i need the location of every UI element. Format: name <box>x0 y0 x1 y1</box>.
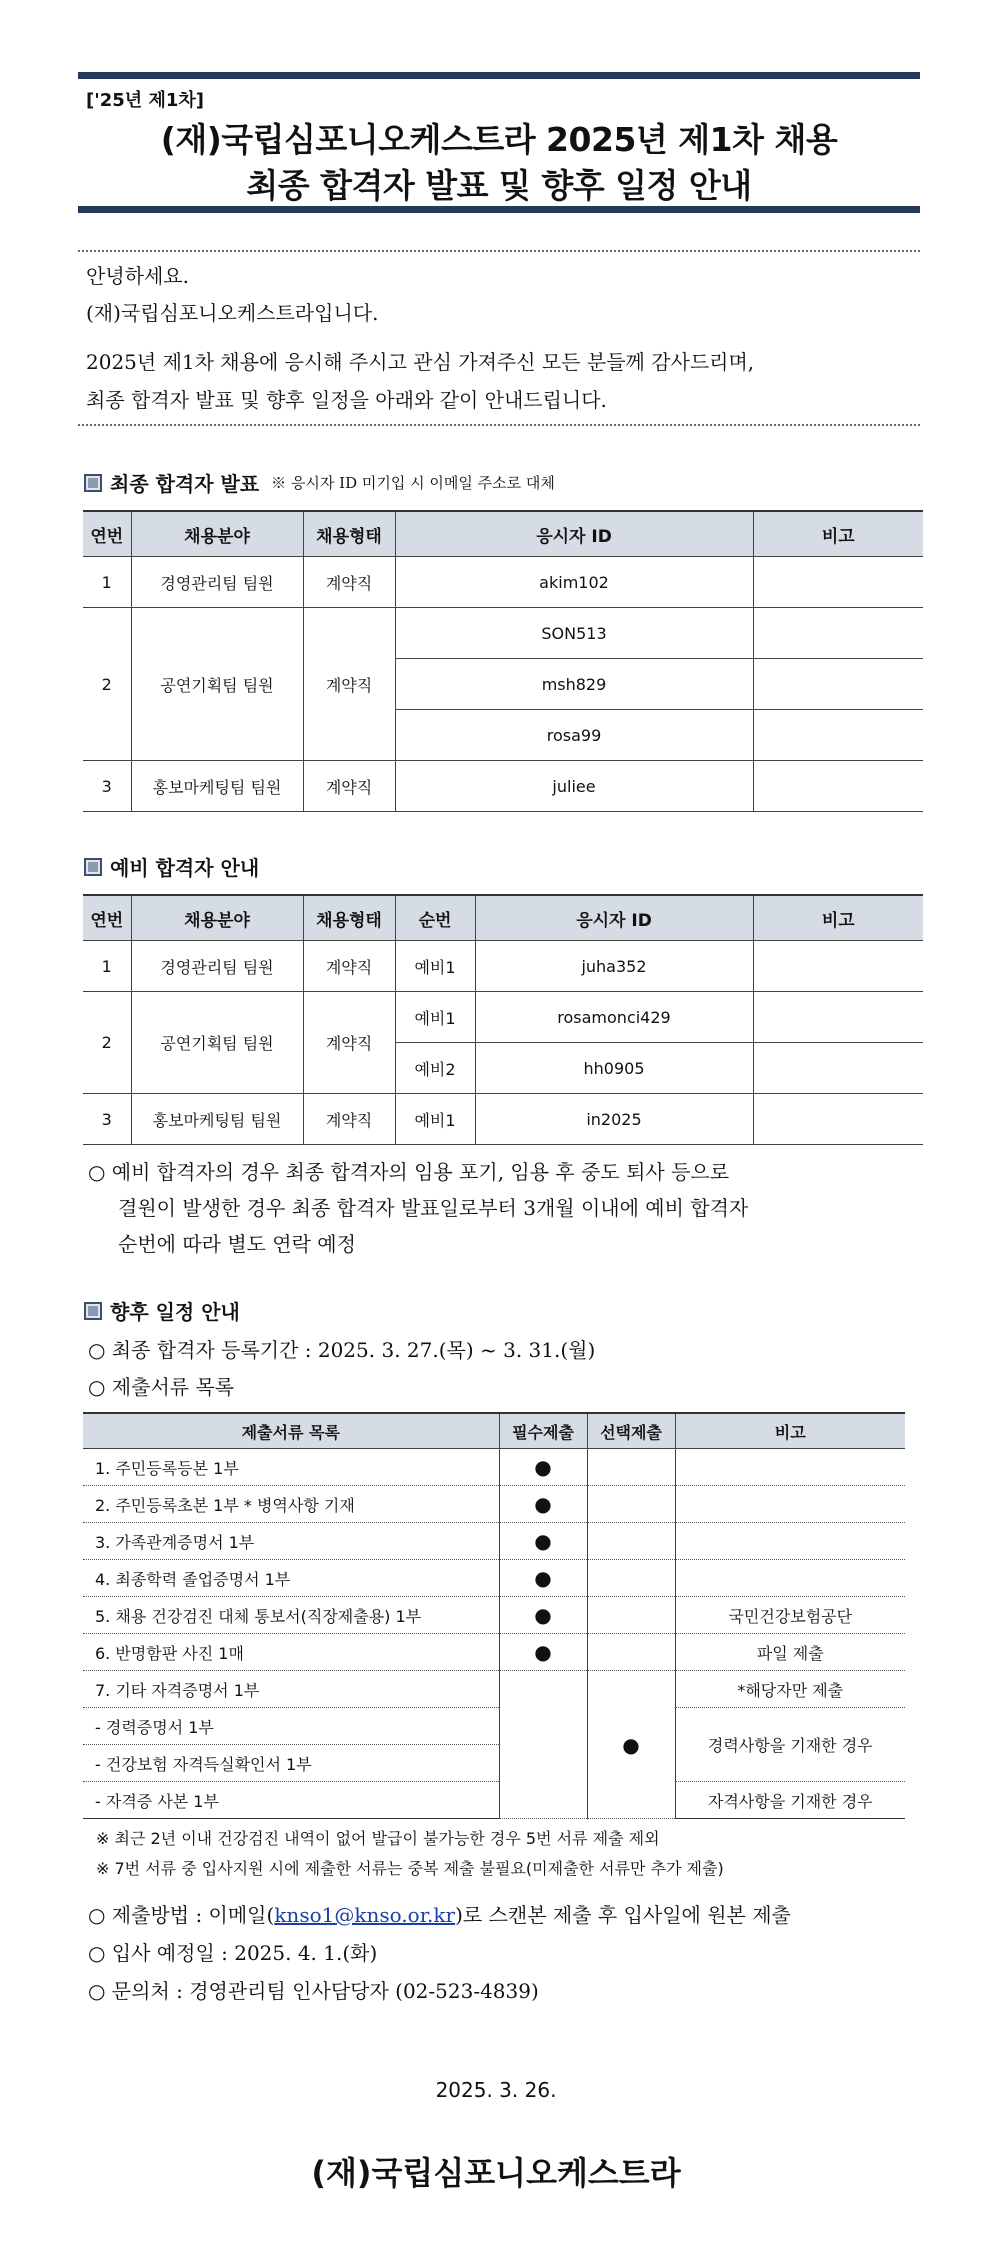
row-type: 계약직 <box>303 992 395 1094</box>
document-remark <box>675 1523 905 1560</box>
method-suffix: )로 스캔본 제출 후 입사일에 원본 제출 <box>455 1903 791 1927</box>
optional-mark: ● <box>587 1671 675 1819</box>
row-applicant-id: rosamonci429 <box>475 992 753 1043</box>
row-applicant-id: in2025 <box>475 1094 753 1145</box>
row-no: 2 <box>83 608 131 761</box>
col-document: 제출서류 목록 <box>83 1413 499 1449</box>
contact-info: ○ 문의처 : 경영관리팀 인사담당자 (02-523-4839) <box>88 1979 539 2003</box>
col-applicant-id: 응시자 ID <box>475 895 753 941</box>
row-no: 1 <box>83 941 131 992</box>
section-square-icon <box>84 858 102 876</box>
required-mark: ● <box>499 1523 587 1560</box>
submission-method <box>88 1899 791 1928</box>
col-type: 채용형태 <box>303 895 395 941</box>
organization-name: (재)국립심포니오케스트라 <box>311 2154 681 2192</box>
table-row <box>83 941 923 992</box>
row-remark <box>753 557 923 608</box>
row-field: 공연기획팀 팀원 <box>131 608 303 761</box>
title-line-1: (재)국립심포니오케스트라 2025년 제1차 채용 <box>160 120 838 159</box>
row-field: 홍보마케팅팀 팀원 <box>131 1094 303 1145</box>
reserve-note-line-2: 결원이 발생한 경우 최종 합격자 발표일로부터 3개월 이내에 예비 합격자 <box>118 1196 749 1220</box>
intro-bottom-divider <box>78 424 920 426</box>
col-no: 연번 <box>83 895 131 941</box>
registration-period: ○ 최종 합격자 등록기간 : 2025. 3. 27.(목) ~ 3. 31.(월) <box>88 1338 596 1362</box>
document-name: 3. 가족관계증명서 1부 <box>83 1523 499 1560</box>
table-row <box>83 1634 905 1671</box>
col-field: 채용분야 <box>131 511 303 557</box>
row-order: 예비2 <box>395 1043 475 1094</box>
section-square-icon <box>84 474 102 492</box>
row-field: 경영관리팀 팀원 <box>131 941 303 992</box>
documents-note-1: ※ 최근 2년 이내 건강검진 내역이 없어 발급이 불가능한 경우 5번 서류 제출 제외 <box>96 1829 660 1848</box>
col-type: 채용형태 <box>303 511 395 557</box>
table-row <box>83 1449 905 1486</box>
title-line-2: 최종 합격자 발표 및 향후 일정 안내 <box>246 166 752 205</box>
table-row <box>83 608 923 659</box>
row-remark <box>753 659 923 710</box>
document-name: 7. 기타 자격증명서 1부 <box>83 1671 499 1708</box>
table-row <box>83 992 923 1043</box>
final-heading-note: ※ 응시자 ID 미기입 시 이메일 주소로 대체 <box>271 474 555 492</box>
document-name: 6. 반명함판 사진 1매 <box>83 1634 499 1671</box>
col-required: 필수제출 <box>499 1413 587 1449</box>
required-mark: ● <box>499 1449 587 1486</box>
row-remark <box>753 710 923 761</box>
table-row <box>83 1782 905 1819</box>
row-remark <box>753 992 923 1043</box>
document-name: 4. 최종학력 졸업증명서 1부 <box>83 1560 499 1597</box>
row-type: 계약직 <box>303 1094 395 1145</box>
document-remark: 국민건강보험공단 <box>675 1597 905 1634</box>
method-prefix: ○ 제출방법 : 이메일( <box>88 1903 275 1927</box>
optional-mark <box>587 1597 675 1634</box>
table-row <box>83 1523 905 1560</box>
title-bottom-rule <box>78 206 920 213</box>
row-type: 계약직 <box>303 941 395 992</box>
col-order: 순번 <box>395 895 475 941</box>
reserve-note-line-1: ○ 예비 합격자의 경우 최종 합격자의 임용 포기, 임용 후 중도 퇴사 등으로 <box>88 1160 730 1184</box>
col-remark: 비고 <box>753 511 923 557</box>
start-date: ○ 입사 예정일 : 2025. 4. 1.(화) <box>88 1941 378 1965</box>
row-no: 1 <box>83 557 131 608</box>
document-remark <box>675 1449 905 1486</box>
row-type: 계약직 <box>303 608 395 761</box>
row-applicant-id: SON513 <box>395 608 753 659</box>
document-remark: 자격사항을 기재한 경우 <box>675 1782 905 1819</box>
col-field: 채용분야 <box>131 895 303 941</box>
intro-top-divider <box>78 250 920 252</box>
row-applicant-id: akim102 <box>395 557 753 608</box>
document-name: 1. 주민등록등본 1부 <box>83 1449 499 1486</box>
document-name: 2. 주민등록초본 1부 * 병역사항 기재 <box>83 1486 499 1523</box>
table-row <box>83 1671 905 1708</box>
required-mark: ● <box>499 1597 587 1634</box>
row-field: 홍보마케팅팀 팀원 <box>131 761 303 812</box>
document-remark: 경력사항을 기재한 경우 <box>675 1708 905 1782</box>
row-type: 계약직 <box>303 761 395 812</box>
document-name: - 자격증 사본 1부 <box>83 1782 499 1819</box>
reserve-passers-table <box>83 894 923 1145</box>
documents-table <box>83 1412 905 1819</box>
reserve-note-line-3: 순번에 따라 별도 연락 예정 <box>118 1232 356 1256</box>
row-applicant-id: juliee <box>395 761 753 812</box>
row-no: 3 <box>83 761 131 812</box>
notice-date: 2025. 3. 26. <box>435 2078 557 2102</box>
row-type: 계약직 <box>303 557 395 608</box>
row-no: 2 <box>83 992 131 1094</box>
intro-guide: 최종 합격자 발표 및 향후 일정을 아래와 같이 안내드립니다. <box>86 388 607 412</box>
final-section-heading <box>84 468 555 497</box>
reserve-note <box>88 1154 928 1262</box>
reserve-section-heading <box>84 852 259 881</box>
intro-greeting: 안녕하세요. <box>86 264 189 288</box>
col-remark: 비고 <box>753 895 923 941</box>
table-row <box>83 1486 905 1523</box>
row-order: 예비1 <box>395 941 475 992</box>
row-order: 예비1 <box>395 1094 475 1145</box>
optional-mark <box>587 1560 675 1597</box>
required-mark: ● <box>499 1634 587 1671</box>
document-remark <box>675 1486 905 1523</box>
row-field: 경영관리팀 팀원 <box>131 557 303 608</box>
document-name: - 경력증명서 1부 <box>83 1708 499 1745</box>
notice-tag: ['25년 제1차] <box>86 90 204 111</box>
reserve-heading-text: 예비 합격자 안내 <box>110 856 260 880</box>
table-row <box>83 1597 905 1634</box>
table-row <box>83 1560 905 1597</box>
row-field: 공연기획팀 팀원 <box>131 992 303 1094</box>
row-applicant-id: msh829 <box>395 659 753 710</box>
table-row <box>83 1094 923 1145</box>
table-row <box>83 761 923 812</box>
required-mark: ● <box>499 1560 587 1597</box>
submission-email-link[interactable]: knso1@knso.or.kr <box>274 1903 456 1927</box>
required-mark: ● <box>499 1486 587 1523</box>
row-remark <box>753 941 923 992</box>
row-applicant-id: juha352 <box>475 941 753 992</box>
document-remark: *해당자만 제출 <box>675 1671 905 1708</box>
document-remark <box>675 1560 905 1597</box>
documents-label: ○ 제출서류 목록 <box>88 1375 235 1399</box>
row-applicant-id: hh0905 <box>475 1043 753 1094</box>
col-applicant-id: 응시자 ID <box>395 511 753 557</box>
document-name: 5. 채용 건강검진 대체 통보서(직장제출용) 1부 <box>83 1597 499 1634</box>
optional-mark <box>587 1449 675 1486</box>
intro-thanks: 2025년 제1차 채용에 응시해 주시고 관심 가져주신 모든 분들께 감사드리며, <box>86 350 755 374</box>
col-no: 연번 <box>83 511 131 557</box>
top-rule <box>78 72 920 79</box>
document-remark: 파일 제출 <box>675 1634 905 1671</box>
table-row <box>83 1708 905 1745</box>
row-remark <box>753 1043 923 1094</box>
optional-mark <box>587 1634 675 1671</box>
final-passers-table <box>83 510 923 812</box>
section-square-icon <box>84 1302 102 1320</box>
optional-mark <box>587 1523 675 1560</box>
table-header-row <box>83 1413 905 1449</box>
row-applicant-id: rosa99 <box>395 710 753 761</box>
table-row <box>83 557 923 608</box>
documents-note-2: ※ 7번 서류 중 입사지원 시에 제출한 서류는 중복 제출 불필요(미제출한 서류만 추가 제출) <box>96 1859 724 1878</box>
intro-org: (재)국립심포니오케스트라입니다. <box>86 301 379 325</box>
table-header-row <box>83 895 923 941</box>
schedule-section-heading <box>84 1296 240 1325</box>
schedule-heading-text: 향후 일정 안내 <box>110 1300 240 1324</box>
row-remark <box>753 608 923 659</box>
row-order: 예비1 <box>395 992 475 1043</box>
required-mark <box>499 1671 587 1819</box>
col-optional: 선택제출 <box>587 1413 675 1449</box>
col-remark: 비고 <box>675 1413 905 1449</box>
final-heading-text: 최종 합격자 발표 <box>110 472 260 496</box>
table-header-row <box>83 511 923 557</box>
optional-mark <box>587 1486 675 1523</box>
row-remark <box>753 761 923 812</box>
document-name: - 건강보험 자격득실확인서 1부 <box>83 1745 499 1782</box>
row-remark <box>753 1094 923 1145</box>
row-no: 3 <box>83 1094 131 1145</box>
